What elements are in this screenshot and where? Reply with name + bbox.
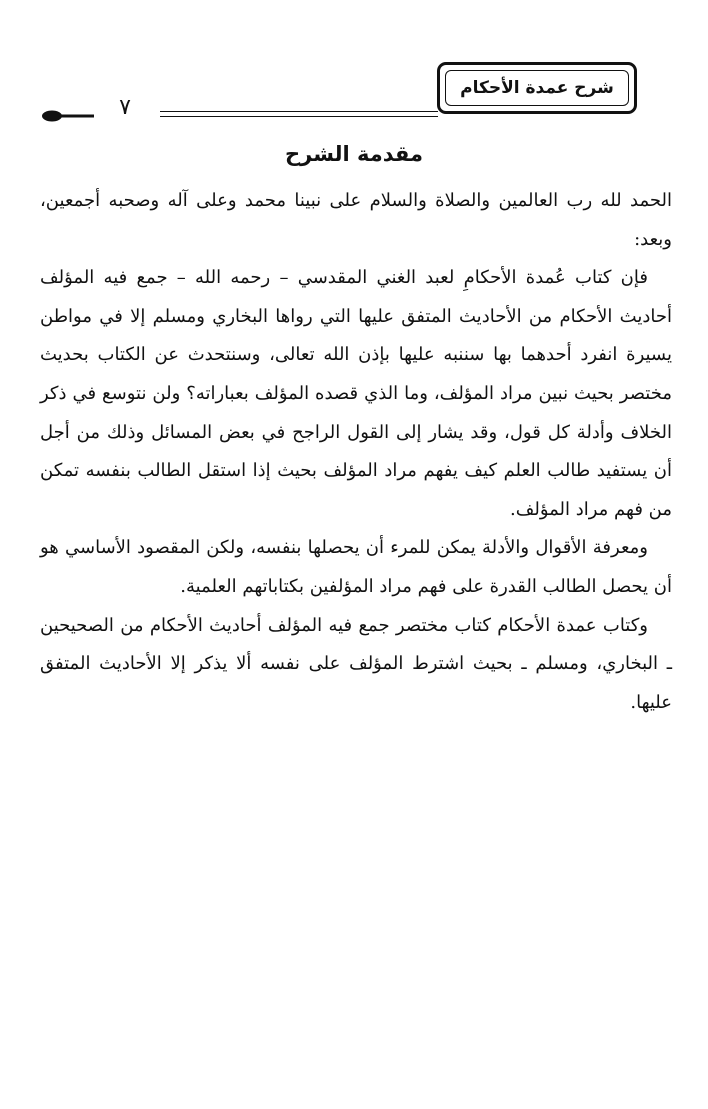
body-text (40, 182, 672, 722)
page-number: ٧ (119, 95, 131, 120)
paragraph-book-intro: فإن كتاب عُمدة الأحكامِ لعبد الغني المقدسي – رحمه الله – جمع فيه المؤلف أحاديث الأحكام من الأحاديث المتفق عليها التي رواها البخاري ومسلم إلا في مواطن يسيرة انفرد أحدهما بها سننبه عليها بإذن الله تعالى، وسنتحدث عن الكتاب بحديث مختصر بحيث نبين مراد المؤلف، وما الذي قصده المؤلف بعباراته؟ ولن نتوسع في ذكر الخلاف وأدلة كل قول، وقد يشار إلى القول الراجح في بعض المسائل وذلك من أجل أن يستفيد طالب العلم كيف يفهم مراد المؤلف بحيث إذا استقل الطالب بنفسه تمكن من فهم مراد المؤلف. (40, 267, 672, 520)
running-title: شرح عمدة الأحكام (445, 70, 629, 106)
section-heading: مقدمة الشرح (285, 142, 423, 166)
header-rule-bottom (160, 116, 438, 117)
paragraph-opening: الحمد لله رب العالمين والصلاة والسلام على نبينا محمد وعلى آله وصحبه أجمعين، وبعد: (40, 190, 672, 250)
paragraph-book-description: وكتاب عمدة الأحكام كتاب مختصر جمع فيه المؤلف أحاديث الأحكام من الصحيحين ـ البخاري، ومسلم ـ بحيث اشترط المؤلف على نفسه ألا يذكر إلا الأحاديث المتفق عليها. (40, 614, 672, 713)
header-rule-top (160, 111, 438, 112)
paragraph-knowledge: ومعرفة الأقوال والأدلة يمكن للمرء أن يحصلها بنفسه، ولكن المقصود الأساسي هو أن يحصل الطالب القدرة على فهم مراد المؤلفين بكتاباتهم العلمية. (40, 537, 672, 597)
running-title-frame (437, 62, 637, 114)
page-header (0, 0, 708, 140)
header-bullet-ornament (40, 110, 96, 122)
